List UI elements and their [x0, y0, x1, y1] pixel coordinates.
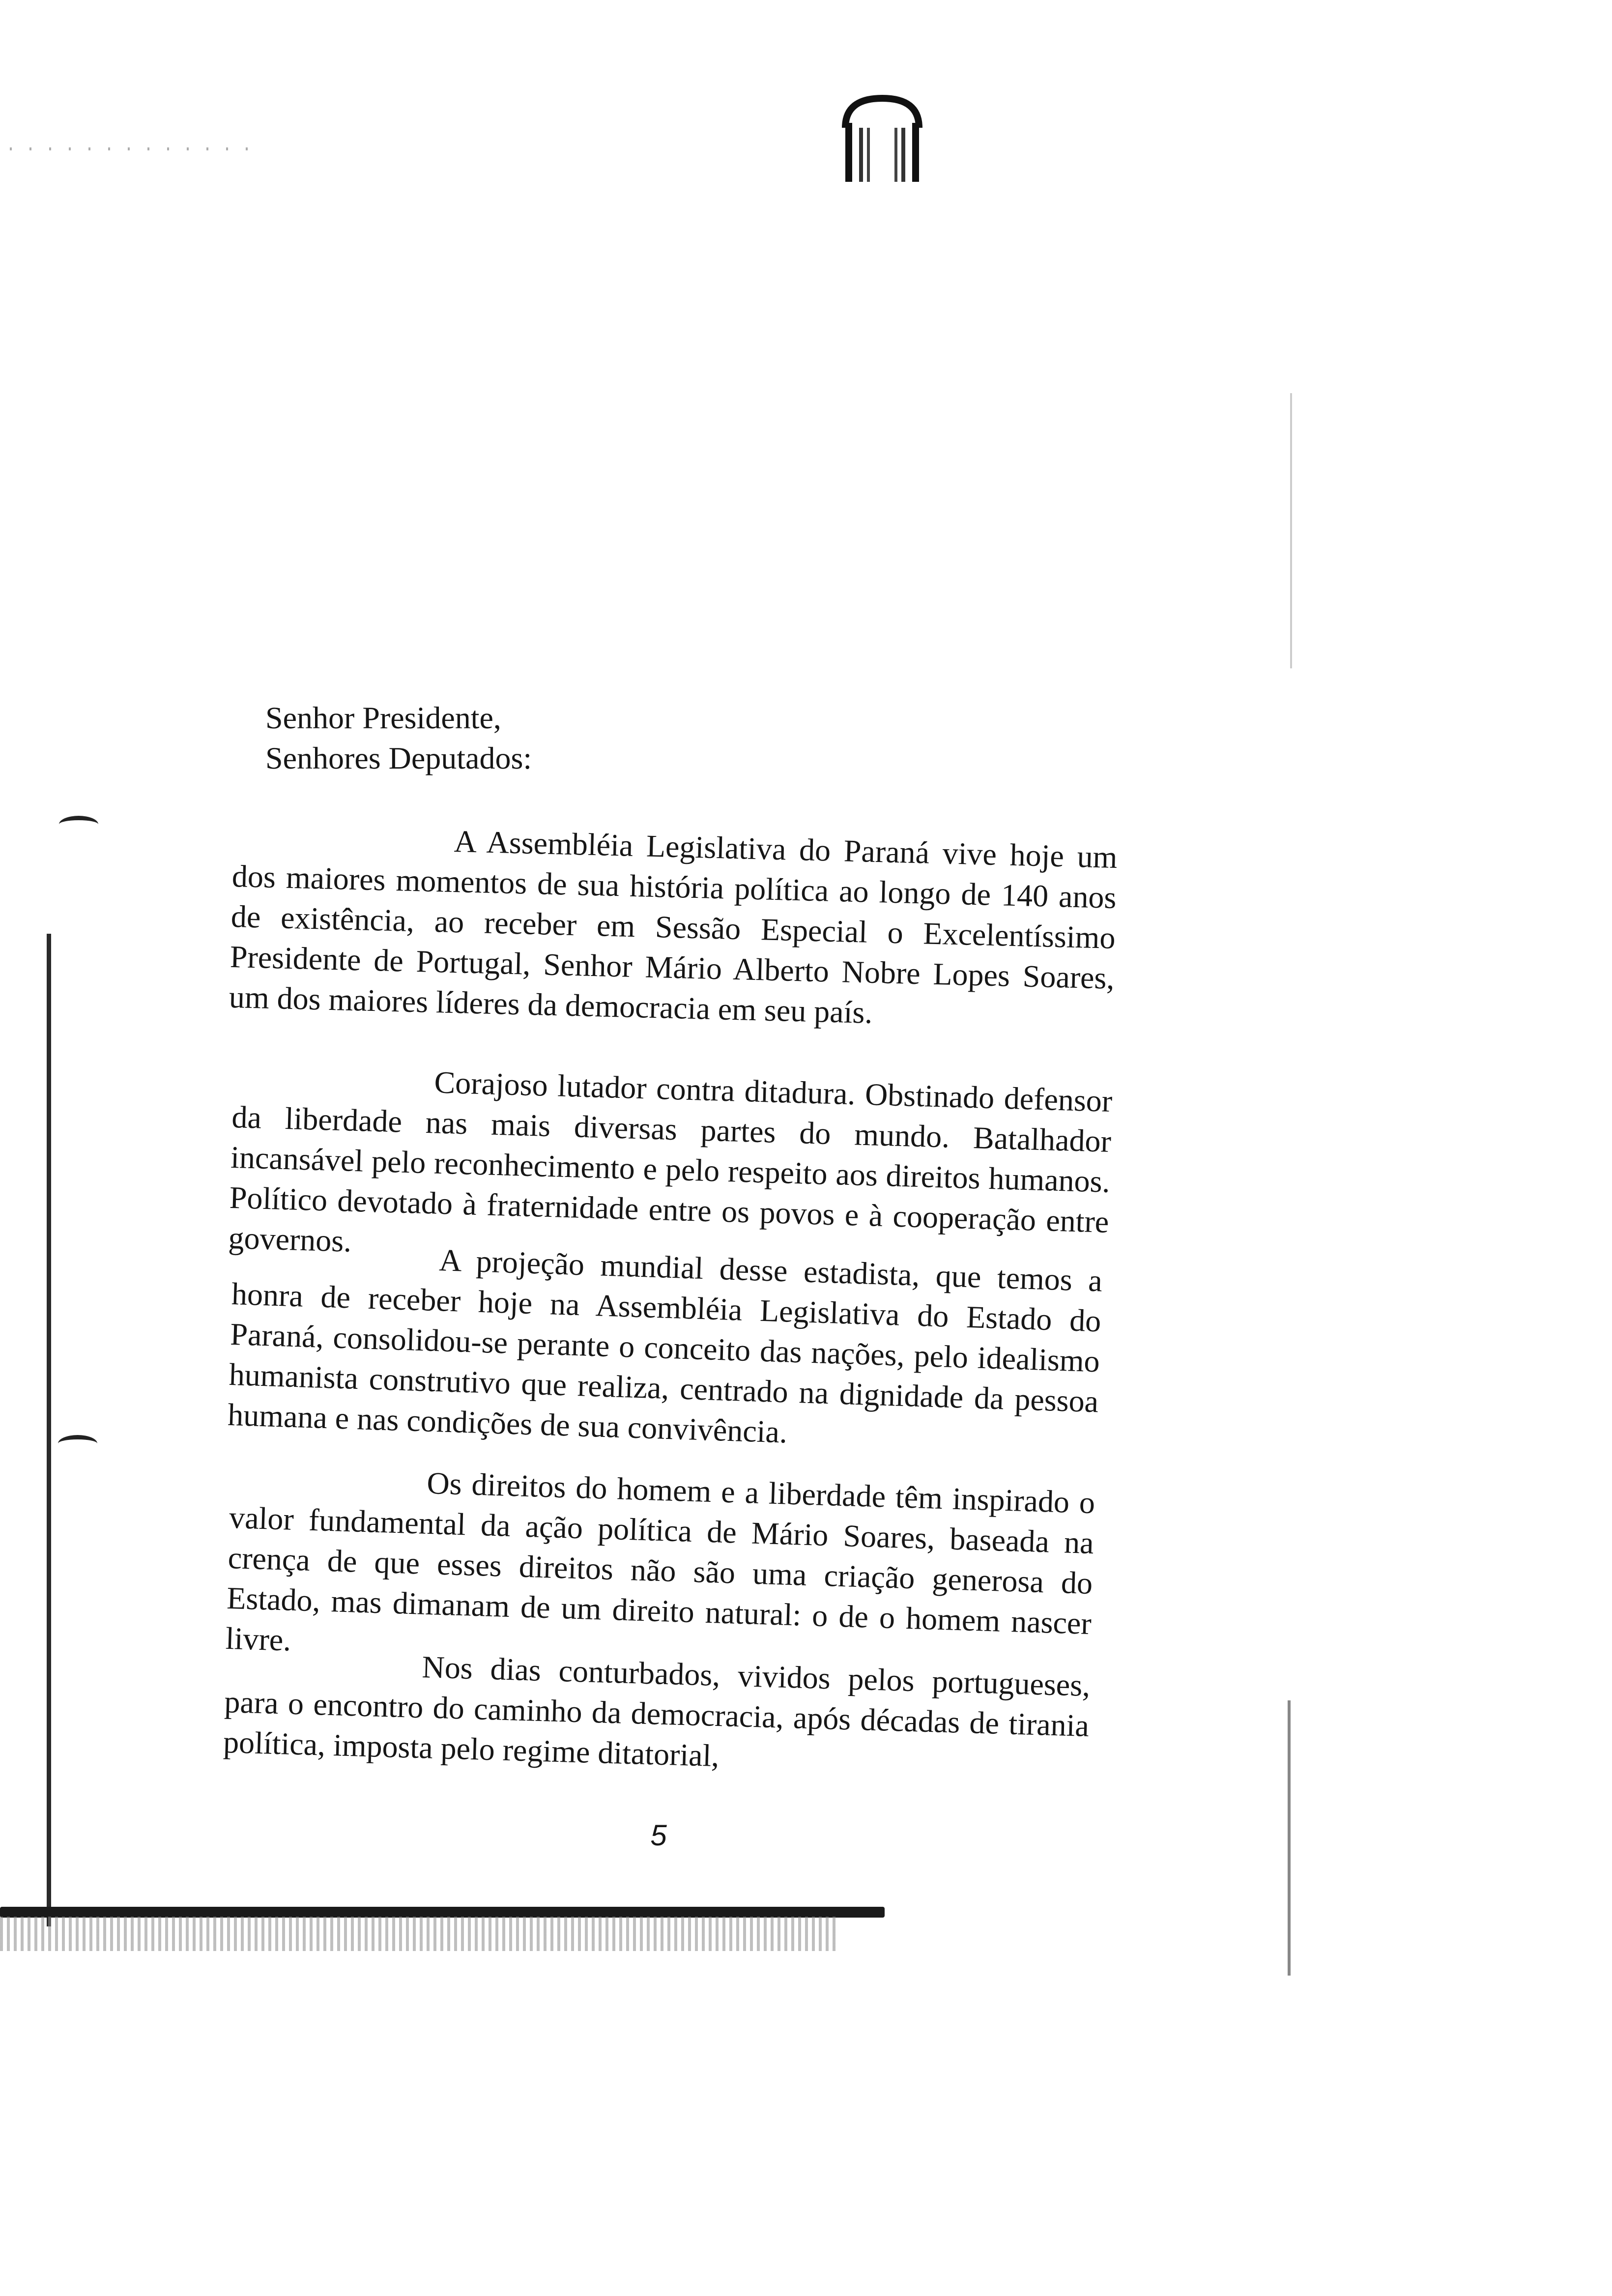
salutation-block — [265, 698, 1101, 778]
body-paragraph: A projeção mundial desse estadista, que temos a honra de receber hoje na Assembléia Legislativa do Estado do Paraná, consolidou-se perante o conceito das nações, pelo idealismo humanista construtivo que realiza, centrado na dignidade da pessoa humana e nas condições de sua convivência. — [227, 1242, 1103, 1450]
salutation-line: Senhor Presidente, — [265, 700, 501, 735]
scan-mark — [59, 816, 98, 833]
scan-mark — [58, 1435, 97, 1452]
scan-edge-right — [1290, 393, 1292, 668]
scan-dots — [10, 147, 265, 150]
body-paragraph: A Assembléia Legislativa do Paraná vive hoje um dos maiores momentos de sua história política ao longo de 140 anos de existência, ao receber em Sessão Especial o Excelentíssimo Presidente de Portugal, Senhor Mário Alberto Nobre Lopes Soares, um dos maiores líderes da democracia em seu país. — [229, 823, 1118, 1030]
scan-edge-left — [47, 934, 51, 1926]
legislative-emblem-icon — [835, 93, 929, 192]
body-paragraph: Corajoso lutador contra ditadura. Obstinado defensor da liberdade nas mais diversas partes do mundo. Batalhador incansável pelo reconhecimento e pelo respeito aos direitos humanos. Político devotado à fraternidade entre os povos e à cooperação entre governos. — [228, 1064, 1113, 1259]
scan-edge-right-lower — [1288, 1700, 1291, 1976]
scan-edge-bottom — [0, 1907, 885, 1918]
scan-smudge — [0, 1917, 835, 1951]
body-paragraph: Os direitos do homem e a liberdade têm inspirado o valor fundamental da ação política de Mário Soares, baseada na crença de que esses direitos não são uma criação generosa do Estado, mas dimanam de um direito natural: o de o homem nascer livre. — [225, 1465, 1096, 1658]
body-paragraph: Nos dias conturbados, vividos pelos portugueses, para o encontro do caminho da democracia, após décadas de tirania política, imposta pelo regime ditatorial, — [223, 1649, 1091, 1774]
salutation-line: Senhores Deputados: — [265, 741, 532, 775]
page-number: 5 — [650, 1819, 667, 1852]
